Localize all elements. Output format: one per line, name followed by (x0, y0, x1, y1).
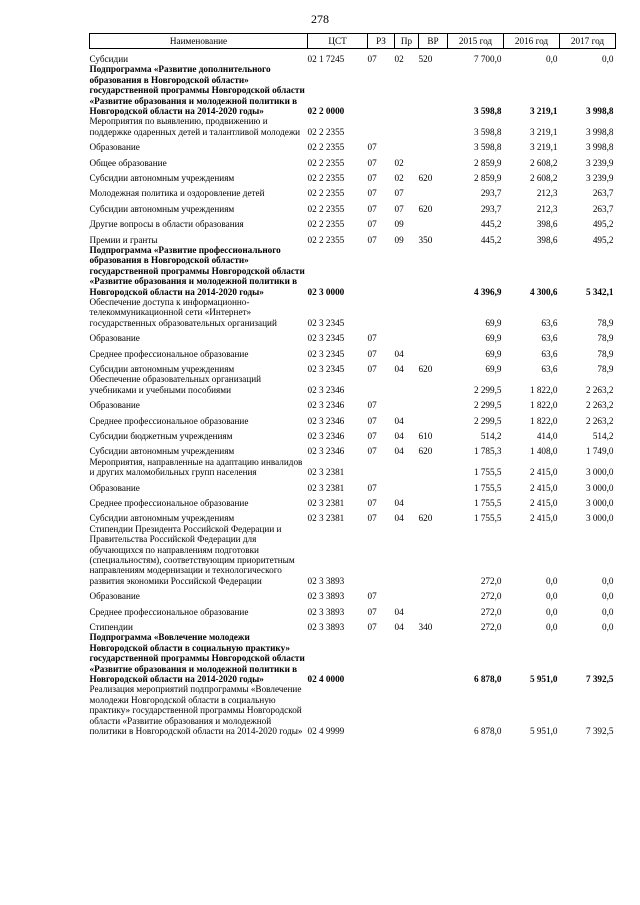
row-rz: 07 (367, 415, 377, 426)
table-row (90, 508, 616, 523)
row-value-2016: 0,0 (546, 53, 558, 64)
row-rz (368, 245, 395, 297)
row-name: Реализация мероприятий подпрограммы «Вовлечение молодежи Новгородской области в социальную практику» государственной программы Новгородской области «Развитие образования и молодежной политики в Новгородской области на 2014-2020 годы» (89, 684, 303, 737)
row-value-2017: 263,7 (592, 188, 614, 199)
row-vr: 340 (418, 621, 433, 632)
row-value-2015: 2 859,9 (473, 157, 502, 168)
row-value-2015: 3 598,8 (473, 142, 502, 153)
row-cst: 02 3 2346 (307, 384, 345, 395)
row-rz: 07 (367, 621, 377, 632)
row-value-2016: 63,6 (541, 317, 558, 328)
row-value-2015: 445,2 (480, 219, 502, 230)
row-value-2015: 69,9 (485, 348, 502, 359)
row-value-2015: 3 598,8 (473, 106, 502, 117)
table-row (90, 441, 616, 456)
row-cst: 02 3 3893 (307, 575, 345, 586)
row-rz: 07 (367, 497, 377, 508)
row-cst: 02 3 3893 (307, 591, 345, 602)
row-name: Премии и гранты (89, 234, 158, 245)
row-value-2017: 3 000,0 (585, 482, 614, 493)
row-vr (419, 214, 448, 229)
row-vr (419, 478, 448, 493)
row-vr: 620 (418, 446, 433, 457)
row-vr (419, 586, 448, 601)
row-rz (368, 64, 395, 116)
row-vr (419, 137, 448, 152)
row-value-2016: 2 608,2 (529, 173, 558, 183)
row-cst: 02 3 2346 (307, 446, 345, 457)
row-pr (395, 374, 419, 395)
row-pr: 02 (394, 53, 404, 64)
row-name: Образование (89, 333, 140, 344)
table-row (90, 524, 616, 586)
row-rz: 07 (367, 173, 377, 183)
row-cst: 02 3 2345 (307, 363, 345, 374)
row-value-2015: 2 299,5 (473, 384, 502, 395)
row-name: Среднее профессиональное образование (89, 497, 249, 508)
row-value-2017: 78,9 (597, 333, 614, 344)
row-value-2017: 2 263,2 (585, 400, 614, 411)
table-row (90, 137, 616, 152)
row-value-2015: 272,0 (480, 591, 502, 602)
row-rz: 07 (367, 142, 377, 153)
row-name: Среднее профессиональное образование (89, 415, 249, 426)
row-value-2017: 514,2 (592, 430, 614, 441)
header-rz: РЗ (368, 34, 395, 49)
row-value-2017: 2 263,2 (585, 415, 614, 426)
row-rz: 07 (367, 446, 377, 457)
row-rz: 07 (367, 482, 377, 493)
row-rz: 07 (367, 363, 377, 374)
row-name: Обеспечение доступа к информационно-телекоммуникационной сети «Интернет» государственных образовательных организаций (89, 297, 277, 328)
row-rz: 07 (367, 219, 377, 230)
table-row (90, 116, 616, 137)
row-value-2015: 1 785,3 (473, 446, 502, 457)
row-rz (368, 297, 395, 328)
row-value-2017: 0,0 (602, 53, 614, 64)
row-pr: 04 (394, 606, 404, 617)
row-pr (395, 395, 419, 410)
row-vr (419, 344, 448, 359)
table-row (90, 602, 616, 617)
row-value-2017: 1 749,0 (585, 446, 614, 457)
row-value-2017: 3 239,9 (585, 157, 614, 168)
row-value-2017: 78,9 (597, 363, 614, 374)
row-value-2016: 4 300,6 (529, 286, 558, 297)
table-row (90, 586, 616, 601)
row-pr: 04 (394, 497, 404, 508)
row-vr: 620 (418, 203, 433, 214)
row-name: Среднее профессиональное образование (89, 348, 249, 359)
row-pr: 04 (394, 513, 404, 524)
row-rz: 07 (367, 513, 377, 524)
row-value-2015: 6 878,0 (473, 726, 502, 737)
row-value-2015: 272,0 (480, 621, 502, 632)
row-value-2016: 414,0 (536, 430, 558, 441)
table-row (90, 684, 616, 736)
header-cst: ЦСТ (308, 34, 368, 49)
row-vr (419, 493, 448, 508)
row-cst: 02 3 2381 (307, 482, 345, 493)
row-pr: 07 (394, 188, 404, 199)
row-value-2015: 2 299,5 (473, 415, 502, 426)
table-row (90, 199, 616, 214)
header-2017: 2017 год (560, 34, 616, 49)
row-value-2017: 3 998,8 (585, 126, 614, 137)
row-cst: 02 2 0000 (307, 106, 345, 117)
row-name: Обеспечение образовательных организаций учебниками и учебными пособиями (89, 374, 262, 395)
row-value-2016: 1 408,0 (529, 446, 558, 457)
row-value-2017: 3 239,9 (585, 173, 614, 183)
row-value-2017: 0,0 (602, 606, 614, 617)
row-value-2015: 4 396,9 (473, 286, 502, 297)
row-name: Образование (89, 591, 140, 602)
row-rz: 07 (367, 234, 377, 245)
row-cst: 02 2 2355 (307, 234, 345, 245)
row-pr (395, 64, 419, 116)
row-pr: 09 (394, 219, 404, 230)
row-name: Стипендии Президента Российской Федерации и Правительства Российской Федерации для обучающихся по направлениям подготовки (специальностям), соответствующим приоритетным направлениям модернизации и технологического развития экономики Российской Федерации (89, 523, 295, 586)
row-value-2016: 2 415,0 (529, 482, 558, 493)
row-value-2016: 3 219,1 (529, 142, 558, 153)
row-cst: 02 3 2346 (307, 400, 345, 411)
row-name: Подпрограмма «Развитие профессионального образования в Новгородской области» государственной программы Новгородской области «Развитие образования и молодежной политики в Новгородской области на 2014-2020 годы» (89, 244, 305, 297)
row-cst: 02 2 2355 (307, 173, 345, 183)
row-cst: 02 3 2381 (307, 513, 345, 524)
table-row (90, 297, 616, 328)
row-vr: 520 (418, 53, 433, 64)
row-value-2015: 272,0 (480, 606, 502, 617)
row-vr (419, 524, 448, 586)
row-pr: 04 (394, 621, 404, 632)
row-cst: 02 3 2381 (307, 467, 345, 478)
row-cst: 02 3 2381 (307, 497, 345, 508)
row-cst: 02 2 2355 (307, 142, 345, 153)
row-value-2017: 3 998,8 (585, 142, 614, 153)
row-value-2015: 2 859,9 (473, 173, 502, 183)
row-rz (368, 524, 395, 586)
row-pr (395, 478, 419, 493)
row-name: Молодежная политика и оздоровление детей (89, 188, 265, 199)
row-value-2015: 293,7 (480, 203, 502, 214)
row-value-2017: 5 342,1 (585, 286, 614, 297)
row-pr: 02 (394, 173, 404, 183)
row-value-2015: 6 878,0 (473, 673, 502, 684)
row-rz: 07 (367, 53, 377, 64)
row-pr: 09 (394, 234, 404, 245)
row-value-2017: 0,0 (602, 621, 614, 632)
row-name: Подпрограмма «Вовлечение молодежи Новгородской области в социальную практику» государственной программы Новгородской области «Развитие образования и молодежной политики в Новгородской области на 2014-2020 годы» (89, 632, 305, 684)
row-value-2015: 514,2 (480, 430, 502, 441)
budget-table (89, 33, 616, 736)
row-name: Образование (89, 400, 140, 411)
row-name: Субсидии автономным учреждениям (89, 363, 235, 374)
row-cst: 02 2 2355 (307, 219, 345, 230)
row-cst: 02 1 7245 (307, 53, 345, 64)
row-name: Субсидии автономным учреждениям (89, 203, 235, 214)
table-row (90, 64, 616, 116)
row-vr (419, 116, 448, 137)
row-value-2017: 3 998,8 (585, 106, 614, 117)
row-pr (395, 328, 419, 343)
table-body (90, 49, 616, 737)
row-value-2017: 495,2 (592, 219, 614, 230)
row-cst: 02 3 3893 (307, 621, 345, 632)
table-row (90, 168, 616, 183)
row-name: Подпрограмма «Развитие дополнительного образования в Новгородской области» государственной программы Новгородской области «Развитие образования и молодежной политики в Новгородской области на 2014-2020 годы» (89, 64, 305, 117)
row-vr (419, 328, 448, 343)
row-pr (395, 137, 419, 152)
row-value-2016: 3 219,1 (529, 106, 558, 117)
row-value-2016: 0,0 (546, 621, 558, 632)
row-pr (395, 297, 419, 328)
row-pr (395, 524, 419, 586)
row-value-2015: 69,9 (485, 317, 502, 328)
table-row (90, 359, 616, 374)
row-value-2015: 1 755,5 (473, 497, 502, 508)
row-rz (368, 374, 395, 395)
row-vr (419, 457, 448, 478)
row-cst: 02 2 2355 (307, 203, 345, 214)
row-vr (419, 297, 448, 328)
row-value-2016: 1 822,0 (529, 415, 558, 426)
row-vr (419, 183, 448, 198)
row-value-2015: 3 598,8 (473, 126, 502, 137)
row-name: Субсидии автономным учреждениям (89, 173, 235, 183)
row-value-2015: 272,0 (480, 575, 502, 586)
row-vr (419, 411, 448, 426)
table-row (90, 245, 616, 297)
row-name: Мероприятия, направленные на адаптацию инвалидов и других маломобильных групп населения (89, 456, 303, 478)
row-value-2016: 2 608,2 (529, 157, 558, 168)
row-name: Мероприятия по выявлению, продвижению и поддержке одаренных детей и талантливой молодежи (89, 116, 301, 137)
row-rz: 07 (367, 188, 377, 199)
row-value-2017: 263,7 (592, 203, 614, 214)
row-value-2017: 78,9 (597, 348, 614, 359)
row-pr: 02 (394, 157, 404, 168)
header-2016: 2016 год (504, 34, 560, 49)
row-pr: 04 (394, 348, 404, 359)
table-row (90, 478, 616, 493)
row-value-2016: 0,0 (546, 591, 558, 602)
row-name: Субсидии (89, 53, 129, 64)
row-value-2016: 2 415,0 (529, 513, 558, 524)
row-value-2016: 398,6 (536, 234, 558, 245)
row-vr (419, 374, 448, 395)
row-rz (368, 632, 395, 684)
row-rz: 07 (367, 348, 377, 359)
row-pr: 04 (394, 430, 404, 441)
row-value-2015: 293,7 (480, 188, 502, 199)
header-vr: ВР (419, 34, 448, 49)
row-value-2015: 1 755,5 (473, 513, 502, 524)
row-value-2016: 2 415,0 (529, 497, 558, 508)
row-value-2017: 495,2 (592, 234, 614, 245)
row-vr: 620 (418, 363, 433, 374)
table-row (90, 214, 616, 229)
table-row (90, 230, 616, 245)
table-row (90, 493, 616, 508)
table-row (90, 374, 616, 395)
row-cst: 02 3 3893 (307, 606, 345, 617)
row-cst: 02 3 0000 (307, 286, 345, 297)
row-name: Субсидии бюджетным учреждениям (89, 430, 233, 441)
row-vr: 620 (418, 173, 433, 183)
row-vr (419, 684, 448, 736)
row-vr (419, 602, 448, 617)
row-rz: 07 (367, 591, 377, 602)
row-rz: 07 (367, 157, 377, 168)
table-row (90, 617, 616, 632)
row-name: Субсидии автономным учреждениям (89, 446, 235, 457)
row-value-2017: 3 000,0 (585, 497, 614, 508)
row-value-2015: 69,9 (485, 333, 502, 344)
row-cst: 02 3 2345 (307, 317, 345, 328)
table-header-row (90, 34, 616, 49)
row-rz (368, 684, 395, 736)
row-rz: 07 (367, 606, 377, 617)
table-row (90, 183, 616, 198)
row-pr: 04 (394, 446, 404, 457)
row-cst: 02 4 9999 (307, 726, 345, 737)
table-row (90, 457, 616, 478)
row-value-2015: 2 299,5 (473, 400, 502, 411)
row-name: Субсидии автономным учреждениям (89, 513, 235, 524)
row-value-2017: 0,0 (602, 591, 614, 602)
row-cst: 02 2 2355 (307, 126, 345, 137)
header-2015: 2015 год (448, 34, 504, 49)
row-value-2016: 2 415,0 (529, 467, 558, 478)
header-pr: Пр (395, 34, 419, 49)
row-cst: 02 2 2355 (307, 188, 345, 199)
row-value-2015: 69,9 (485, 363, 502, 374)
row-cst: 02 3 2345 (307, 348, 345, 359)
row-vr: 620 (418, 513, 433, 524)
row-pr (395, 586, 419, 601)
row-value-2017: 3 000,0 (585, 513, 614, 524)
row-name: Образование (89, 142, 140, 153)
row-value-2016: 63,6 (541, 333, 558, 344)
row-value-2015: 1 755,5 (473, 467, 502, 478)
row-cst: 02 4 0000 (307, 673, 345, 684)
row-rz: 07 (367, 400, 377, 411)
row-vr (419, 245, 448, 297)
row-vr (419, 395, 448, 410)
table-row (90, 153, 616, 168)
row-pr (395, 684, 419, 736)
row-rz: 07 (367, 333, 377, 344)
row-value-2017: 0,0 (602, 575, 614, 586)
row-value-2016: 212,3 (536, 203, 558, 214)
row-value-2016: 398,6 (536, 219, 558, 230)
row-value-2016: 1 822,0 (529, 400, 558, 411)
row-value-2017: 2 263,2 (585, 384, 614, 395)
row-value-2016: 0,0 (546, 575, 558, 586)
row-name: Общее образование (89, 157, 167, 168)
row-name: Образование (89, 482, 140, 493)
row-name: Среднее профессиональное образование (89, 606, 249, 617)
row-pr (395, 457, 419, 478)
row-value-2017: 3 000,0 (585, 467, 614, 478)
row-rz: 07 (367, 203, 377, 214)
row-value-2015: 7 700,0 (473, 53, 502, 64)
row-value-2017: 7 392,5 (585, 726, 614, 737)
row-value-2016: 5 951,0 (529, 726, 558, 737)
header-name: Наименование (90, 34, 308, 49)
table-row (90, 632, 616, 684)
row-vr: 350 (418, 234, 433, 245)
row-name: Стипендии (89, 621, 133, 632)
row-pr: 04 (394, 415, 404, 426)
row-cst: 02 3 2345 (307, 333, 345, 344)
row-vr (419, 632, 448, 684)
row-value-2015: 445,2 (480, 234, 502, 245)
row-value-2016: 1 822,0 (529, 384, 558, 395)
row-value-2016: 212,3 (536, 188, 558, 199)
row-pr (395, 632, 419, 684)
row-value-2016: 5 951,0 (529, 673, 558, 684)
row-cst: 02 3 2346 (307, 430, 345, 441)
row-value-2017: 7 392,5 (585, 673, 614, 684)
row-cst: 02 2 2355 (307, 157, 345, 168)
row-name: Другие вопросы в области образования (89, 219, 244, 230)
row-value-2016: 63,6 (541, 363, 558, 374)
page-number: 278 (311, 12, 329, 26)
row-cst: 02 3 2346 (307, 415, 345, 426)
row-vr: 610 (418, 430, 433, 441)
row-value-2015: 1 755,5 (473, 482, 502, 493)
row-value-2017: 78,9 (597, 317, 614, 328)
table-row (90, 328, 616, 343)
table-row (90, 49, 616, 65)
row-value-2016: 0,0 (546, 606, 558, 617)
row-pr (395, 116, 419, 137)
row-vr (419, 153, 448, 168)
table-row (90, 344, 616, 359)
table-row (90, 411, 616, 426)
row-rz: 07 (367, 430, 377, 441)
row-vr (419, 64, 448, 116)
table-row (90, 395, 616, 410)
row-pr: 04 (394, 363, 404, 374)
table-row (90, 426, 616, 441)
row-pr (395, 245, 419, 297)
row-value-2016: 3 219,1 (529, 126, 558, 137)
row-rz (368, 116, 395, 137)
row-rz (368, 457, 395, 478)
row-value-2016: 63,6 (541, 348, 558, 359)
row-pr: 07 (394, 203, 404, 214)
